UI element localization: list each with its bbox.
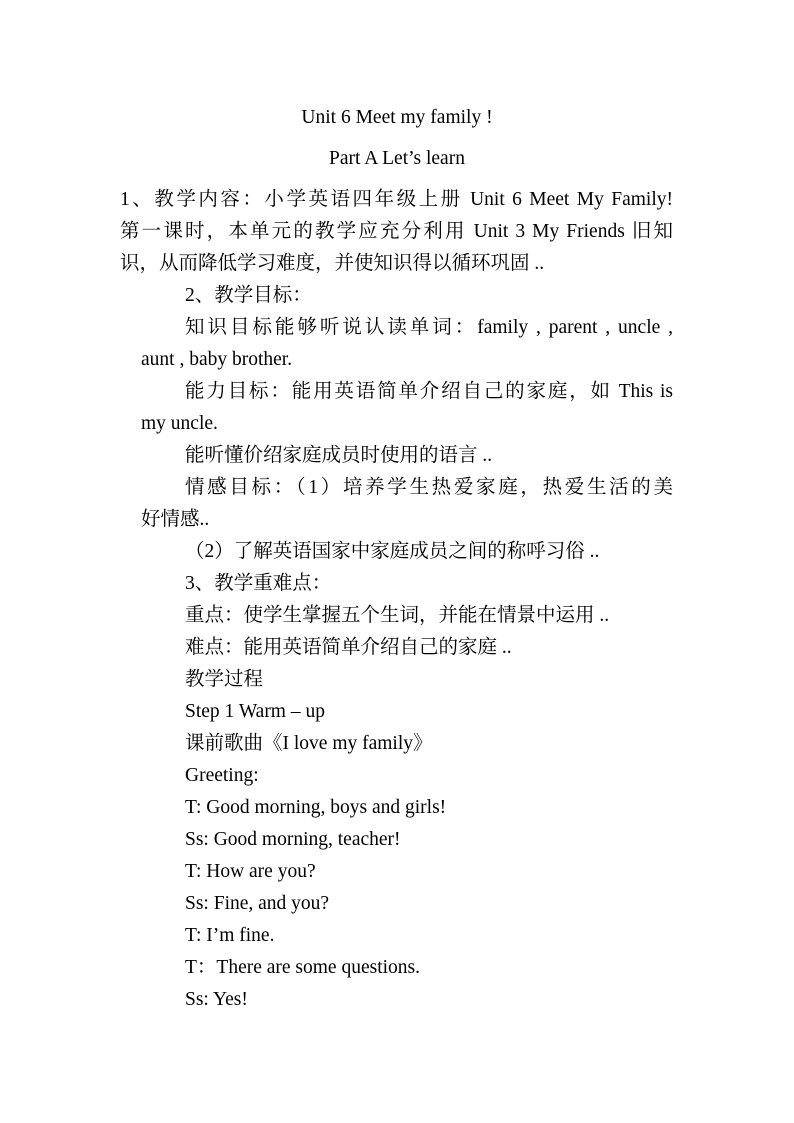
emotion-goal-line2: 好情感.. <box>141 509 210 530</box>
key-point: 重点：使学生掌握五个生词，并能在情景中运用 .. <box>185 605 610 626</box>
document-subtitle: Part A Let’s learn <box>329 148 465 169</box>
step1-heading: Step 1 Warm – up <box>185 701 325 722</box>
dialogue-line: Ss: Yes! <box>185 989 248 1010</box>
knowledge-goal-line2: aunt , baby brother. <box>141 349 293 370</box>
section1-line1: 1、教学内容：小学英语四年级上册 Unit 6 Meet My Family! <box>120 189 673 210</box>
process-heading: 教学过程 <box>185 669 264 690</box>
knowledge-goal-line1: 知识目标能够听说认读单词：family , parent , uncle , <box>185 317 673 338</box>
ability-goal-line2: my uncle. <box>141 413 218 434</box>
emotion-goal-line3: （2）了解英语国家中家庭成员之间的称呼习俗 .. <box>185 541 600 562</box>
section1-line3: 识，从而降低学习难度，并使知识得以循环巩固 .. <box>120 253 545 274</box>
document-title: Unit 6 Meet my family ! <box>301 107 493 128</box>
dialogue-line: T: Good morning, boys and girls! <box>185 797 447 818</box>
dialogue-line: Ss: Fine, and you? <box>185 893 330 914</box>
emotion-goal-line1: 情感目标：（1）培养学生热爱家庭，热爱生活的美 <box>185 477 673 498</box>
dialogue-line: Ss: Good morning, teacher! <box>185 829 401 850</box>
warmup-song: 课前歌曲《I love my family》 <box>185 733 433 754</box>
greeting-label: Greeting: <box>185 765 259 786</box>
section2-heading: 2、教学目标： <box>185 285 312 306</box>
section3-heading: 3、教学重难点： <box>185 573 332 594</box>
ability-goal-line1: 能力目标：能用英语简单介绍自己的家庭，如 This is <box>185 381 673 402</box>
dialogue-line: T: How are you? <box>185 861 316 882</box>
dialogue-line: T: I’m fine. <box>185 925 275 946</box>
difficult-point: 难点：能用英语简单介绍自己的家庭 .. <box>185 637 512 658</box>
ability-goal-line3: 能听懂价绍家庭成员时使用的语言 .. <box>185 445 493 466</box>
section1-line2: 第一课时，本单元的教学应充分利用 Unit 3 My Friends 旧知 <box>120 221 673 242</box>
dialogue-line: T：There are some questions. <box>185 957 421 978</box>
